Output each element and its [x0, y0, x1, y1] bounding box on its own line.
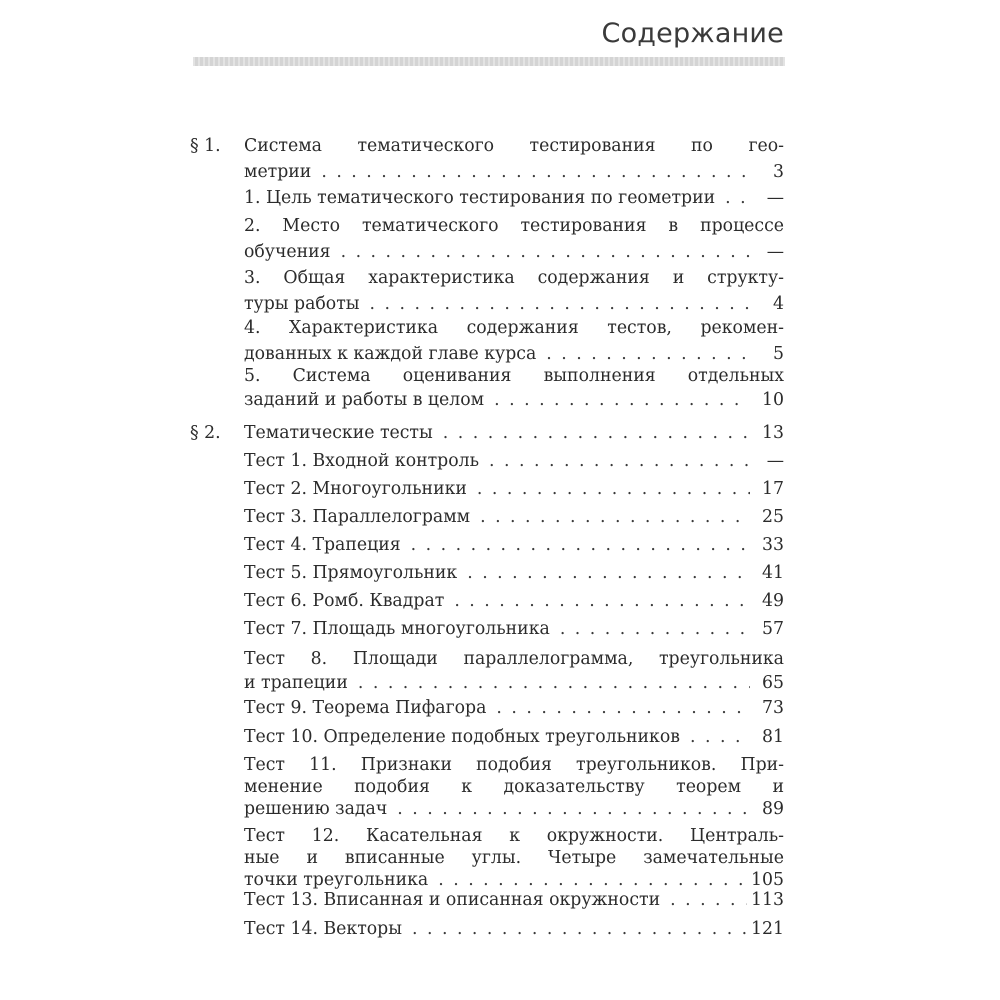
toc-item-title: Тест 3. Параллелограмм: [244, 507, 471, 527]
dot-leader: [670, 888, 747, 912]
toc-item-page: —: [766, 242, 784, 262]
toc-item-page: 121: [751, 919, 784, 939]
dot-leader: [411, 533, 750, 557]
dot-leader: [370, 292, 750, 316]
toc-item-title-last-line: обучения: [244, 242, 331, 262]
toc-item-title-last-line: решению задач: [244, 799, 388, 819]
dot-leader: [412, 917, 747, 941]
section-2-page: 13: [762, 423, 784, 443]
toc-item-title-line: 4. Характеристика содержания тестов, рекомен-: [244, 318, 784, 338]
section-2-number: § 2.: [190, 423, 221, 443]
toc-item-page: 81: [762, 727, 784, 747]
toc-item-page: 10: [762, 390, 784, 410]
toc-item-page: 4: [773, 294, 784, 314]
toc-item-title-last-line: туры работы: [244, 294, 360, 314]
toc-item-page: 105: [751, 870, 784, 890]
header-rule: [193, 57, 785, 66]
dot-leader: [690, 725, 750, 749]
toc-item-title: Тест 4. Трапеция: [244, 535, 401, 555]
section-1-page: 3: [773, 162, 784, 182]
toc-item-page: 113: [751, 890, 784, 910]
toc-item-title-line: менение подобия к доказательству теорем и: [244, 777, 784, 797]
section-1-title-last-line: метрии: [244, 162, 312, 182]
dot-leader: [725, 186, 750, 210]
dot-leader: [489, 449, 750, 473]
section-1-number: § 1.: [190, 136, 221, 156]
toc-item-title-last-line: точки треугольника: [244, 870, 429, 890]
toc-item-title: Тест 10. Определение подобных треугольников: [244, 727, 680, 747]
toc-item-page: 41: [762, 563, 784, 583]
toc-item-title: Тест 2. Многоугольники: [244, 479, 467, 499]
toc-item-page: 33: [762, 535, 784, 555]
toc-item-title-last-line: и трапеции: [244, 673, 348, 693]
toc-item-title: Тест 1. Входной контроль: [244, 451, 480, 471]
toc-item-title-line: Тест 8. Площади параллелограмма, треугольника: [244, 649, 784, 669]
dot-leader: [397, 797, 750, 821]
toc-item-title-last-line: дованных к каждой главе курса: [244, 344, 537, 364]
toc-item-title-line: ные и вписанные углы. Четыре замечательные: [244, 848, 784, 868]
dot-leader: [467, 561, 750, 585]
dot-leader: [494, 388, 750, 412]
toc-item-title: 1. Цель тематического тестирования по геометрии: [244, 188, 716, 208]
dot-leader: [341, 240, 750, 264]
toc-item-title: Тест 6. Ромб. Квадрат: [244, 591, 445, 611]
toc-item-title-last-line: заданий и работы в целом: [244, 390, 485, 410]
toc-item-title: Тест 9. Теорема Пифагора: [244, 698, 487, 718]
page-title: Содержание: [601, 18, 784, 49]
toc-item-title-line: 3. Общая характеристика содержания и структу-: [244, 268, 784, 288]
section-1-title-line-1: Система тематического тестирования по гео-: [244, 136, 784, 156]
dot-leader: [358, 671, 750, 695]
dot-leader: [496, 696, 750, 720]
dot-leader: [480, 505, 750, 529]
toc-item-title-line: 5. Система оценивания выполнения отдельных: [244, 366, 784, 386]
dot-leader: [477, 477, 750, 501]
toc-item-title: Тест 7. Площадь многоугольника: [244, 619, 550, 639]
toc-item-page: —: [766, 451, 784, 471]
toc-item-page: 5: [773, 344, 784, 364]
toc-item-title: Тест 14. Векторы: [244, 919, 402, 939]
toc-item-page: 57: [762, 619, 784, 639]
toc-item-page: 49: [762, 591, 784, 611]
toc-item-page: —: [766, 188, 784, 208]
dot-leader: [560, 617, 750, 641]
toc-item-page: 73: [762, 698, 784, 718]
dot-leader: [443, 421, 750, 445]
dot-leader: [454, 589, 750, 613]
toc-item-title: Тест 5. Прямоугольник: [244, 563, 458, 583]
toc-item-title-line: Тест 12. Касательная к окружности. Централь-: [244, 826, 784, 846]
toc-item-title-line: Тест 11. Признаки подобия треугольников. При-: [244, 755, 784, 775]
toc-item-page: 25: [762, 507, 784, 527]
toc-item-title-line: 2. Место тематического тестирования в процессе: [244, 216, 784, 236]
dot-leader: [546, 342, 750, 366]
section-2-title: Тематические тесты: [244, 423, 433, 443]
toc-item-page: 89: [762, 799, 784, 819]
dot-leader: [321, 160, 750, 184]
toc-item-page: 65: [762, 673, 784, 693]
toc-item-page: 17: [762, 479, 784, 499]
toc-item-title: Тест 13. Вписанная и описанная окружности: [244, 890, 661, 910]
